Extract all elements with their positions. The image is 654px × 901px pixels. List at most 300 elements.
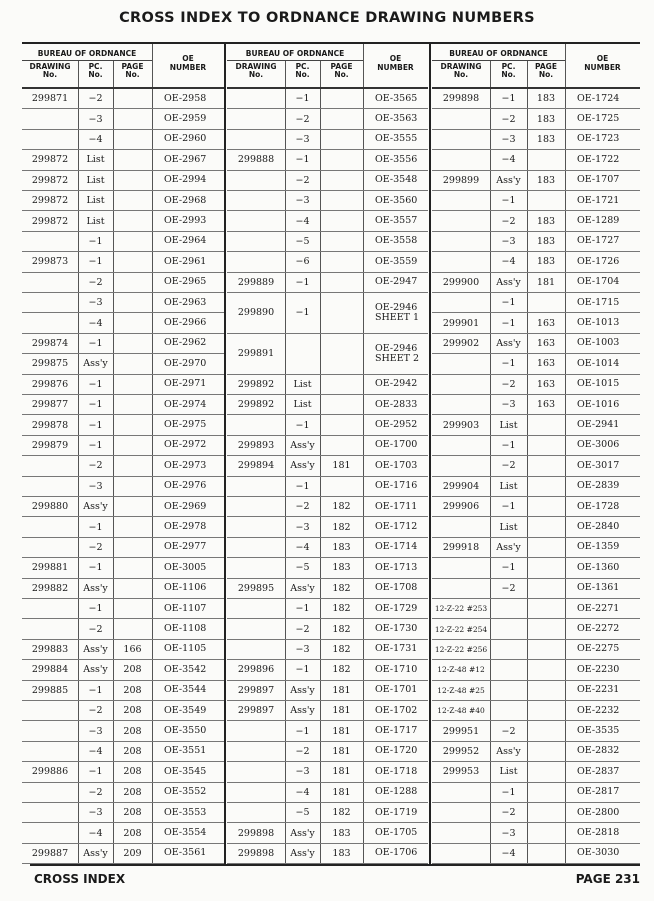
page-number-cell: 183 <box>536 133 556 145</box>
section-divider <box>224 44 226 864</box>
drawing-no-header <box>22 63 78 79</box>
piece-number-cell: −3 <box>501 827 516 839</box>
table-row <box>22 803 224 823</box>
drawing-number-cell: 299895 <box>237 582 275 594</box>
oe-number-text <box>577 196 619 206</box>
page-number-cell <box>527 742 565 761</box>
drawing-number-cell: 299906 <box>442 501 480 513</box>
piece-number-cell: −1 <box>501 93 516 105</box>
table-row <box>22 742 224 762</box>
piece-number-cell: −2 <box>295 501 310 513</box>
drawing-number-cell: 299886 <box>31 766 69 778</box>
drawing-number-cell <box>227 538 285 557</box>
table-row <box>22 783 224 803</box>
oe-number-cell <box>363 640 428 659</box>
page-number-cell: 208 <box>123 664 142 676</box>
drawing-number-cell <box>432 232 490 251</box>
oe-number-value: OE-3556 <box>375 153 418 165</box>
piece-number-cell: List <box>293 399 312 411</box>
piece-number-cell: List <box>86 174 105 186</box>
oe-number-value: OE-1725 <box>577 113 620 125</box>
page-number-cell <box>527 721 565 740</box>
table-row <box>432 293 640 313</box>
piece-number-cell: Ass'y <box>290 460 315 472</box>
oe-number-value: OE-3558 <box>375 235 418 247</box>
oe-number-text <box>164 624 206 634</box>
oe-number-cell <box>363 130 428 149</box>
table-row <box>227 742 428 762</box>
oe-number-cell <box>363 191 428 210</box>
table-row <box>227 171 428 191</box>
piece-number-cell: −2 <box>295 113 310 125</box>
oe-number-cell <box>565 783 640 802</box>
oe-number-text <box>164 236 206 246</box>
pc-no-header-line2: No. <box>88 70 103 79</box>
page-number-cell: 163 <box>536 399 556 411</box>
oe-number-cell <box>565 538 640 557</box>
page-number-cell <box>320 293 363 333</box>
oe-number-text <box>164 522 206 532</box>
drawing-no-header-line2: No. <box>453 70 469 79</box>
table-row <box>432 395 640 415</box>
table-row <box>432 681 640 701</box>
piece-number-cell: −1 <box>295 307 310 319</box>
oe-number-cell <box>565 640 640 659</box>
page-number-cell: 183 <box>536 113 556 125</box>
piece-number-cell: −2 <box>88 705 103 717</box>
drawing-number-cell <box>227 497 285 516</box>
oe-number-text <box>577 318 619 328</box>
oe-number-text <box>164 644 206 654</box>
oe-number-text <box>164 706 206 716</box>
oe-number-value: OE-2959 <box>164 113 207 125</box>
page-number-cell <box>113 109 152 128</box>
oe-number-text <box>164 257 206 267</box>
oe-number-value: OE-3548 <box>375 174 418 186</box>
drawing-no-header <box>227 63 285 79</box>
table-row <box>22 599 224 619</box>
oe-number-text <box>375 665 417 675</box>
table-row <box>227 415 428 435</box>
section-divider <box>429 44 431 864</box>
drawing-number-cell <box>22 477 78 496</box>
table-row <box>227 395 428 415</box>
piece-number-cell: −1 <box>88 399 103 411</box>
oe-number-value: OE-1706 <box>375 847 418 859</box>
page-number-cell: 181 <box>332 705 351 717</box>
oe-number-cell <box>152 497 224 516</box>
oe-number-value: OE-1360 <box>577 561 620 573</box>
table-row <box>227 660 428 680</box>
drawing-number-cell <box>227 477 285 496</box>
oe-number-cell <box>152 803 224 822</box>
oe-number-value: OE-2971 <box>164 378 207 390</box>
table-row <box>432 252 640 272</box>
page-number-cell: 183 <box>332 847 351 859</box>
piece-number-cell: −1 <box>88 439 103 451</box>
oe-number-cell <box>565 171 640 190</box>
piece-number-cell: Ass'y <box>83 358 108 370</box>
oe-number-cell <box>363 558 428 577</box>
oe-number-value: OE-1016 <box>577 398 620 410</box>
oe-number-cell <box>363 783 428 802</box>
oe-number-cell <box>363 252 428 271</box>
page-number-cell <box>527 762 565 781</box>
piece-number-cell: Ass'y <box>496 174 521 186</box>
piece-number-cell: Ass'y <box>83 664 108 676</box>
drawing-number-cell <box>227 803 285 822</box>
oe-sheet-label: SHEET 2 <box>375 352 420 364</box>
piece-number-cell: −2 <box>88 786 103 798</box>
table-row <box>432 640 640 660</box>
table-row <box>227 477 428 497</box>
oe-number-value: OE-1713 <box>375 561 418 573</box>
oe-number-value: OE-1710 <box>375 663 418 675</box>
table-row <box>227 783 428 803</box>
index-section-1 <box>22 44 224 864</box>
drawing-number-cell: 299899 <box>442 174 480 186</box>
oe-number-value: OE-2972 <box>164 439 207 451</box>
oe-number-text <box>577 94 619 104</box>
oe-number-value: OE-1726 <box>577 255 620 267</box>
oe-number-text <box>375 440 417 450</box>
table-row <box>432 191 640 211</box>
oe-number-value: OE-1708 <box>375 582 418 594</box>
oe-number-value: OE-2960 <box>164 133 207 145</box>
oe-number-text <box>164 787 206 797</box>
oe-number-cell <box>565 293 640 312</box>
page-number-cell <box>527 538 565 557</box>
oe-number-cell <box>565 721 640 740</box>
oe-number-text <box>577 522 619 532</box>
drawing-number-cell: 299918 <box>442 541 480 553</box>
oe-number-text <box>577 400 619 410</box>
drawing-number-cell <box>22 742 78 761</box>
oe-number-text <box>577 848 619 858</box>
oe-number-value: OE-1361 <box>577 582 620 594</box>
page-number-cell: 208 <box>123 827 142 839</box>
oe-number-text <box>164 665 206 675</box>
footer-section-label: CROSS INDEX <box>34 872 126 886</box>
oe-number-text <box>375 706 417 716</box>
page-number-cell <box>113 171 152 190</box>
page-number-cell <box>527 823 565 842</box>
oe-number-cell <box>565 558 640 577</box>
piece-number-cell: List <box>499 419 518 431</box>
page-number-cell: 181 <box>332 460 351 472</box>
oe-number-text <box>577 379 619 389</box>
page-number-cell <box>527 579 565 598</box>
page-number-cell: 182 <box>332 807 351 819</box>
oe-number-value: OE-2272 <box>577 623 620 635</box>
piece-number-cell: −2 <box>501 460 516 472</box>
drawing-number-cell: 299880 <box>31 501 69 513</box>
table-row <box>227 599 428 619</box>
piece-number-cell: −1 <box>88 337 103 349</box>
oe-number-value: OE-1106 <box>164 582 207 594</box>
page-number-cell <box>320 150 363 169</box>
piece-number-cell: −2 <box>88 276 103 288</box>
oe-number-text <box>375 502 417 512</box>
table-row <box>22 701 224 721</box>
table-row <box>432 232 640 252</box>
oe-number-cell <box>152 415 224 434</box>
page-number-cell: 183 <box>332 827 351 839</box>
page-number-cell <box>320 395 363 414</box>
oe-number-cell <box>565 232 640 251</box>
oe-number-cell <box>152 456 224 475</box>
oe-number-text <box>375 236 417 246</box>
drawing-number-cell: 12-Z-48 #25 <box>437 685 485 695</box>
drawing-number-cell: 299875 <box>31 358 69 370</box>
oe-number-text <box>577 298 619 308</box>
page-number-cell <box>113 456 152 475</box>
piece-number-cell: −3 <box>295 766 310 778</box>
piece-number-cell: −2 <box>501 807 516 819</box>
oe-number-text <box>164 746 206 756</box>
drawing-number-cell <box>22 823 78 842</box>
page-number-cell: 181 <box>332 745 351 757</box>
oe-number-text <box>164 379 206 389</box>
table-row <box>227 640 428 660</box>
page-number-cell <box>113 375 152 394</box>
oe-number-value: OE-1719 <box>375 806 418 818</box>
oe-number-text <box>375 604 417 614</box>
drawing-number-cell <box>432 517 490 536</box>
piece-number-cell: Ass'y <box>496 337 521 349</box>
table-row <box>432 313 640 333</box>
page-number-cell: 182 <box>332 623 351 635</box>
oe-number-value: OE-2800 <box>577 806 620 818</box>
oe-number-cell <box>152 844 224 863</box>
oe-number-value: OE-1720 <box>375 745 418 757</box>
drawing-number-cell: 12-Z-48 #40 <box>437 706 485 716</box>
oe-number-value: OE-2964 <box>164 235 207 247</box>
page-number-cell <box>320 171 363 190</box>
oe-number-value: OE-3550 <box>164 725 207 737</box>
table-row <box>22 762 224 782</box>
table-row <box>227 762 428 782</box>
page-number-cell <box>113 252 152 271</box>
oe-number-cell <box>565 334 640 353</box>
oe-number-value: OE-3552 <box>164 786 207 798</box>
oe-number-text <box>164 604 206 614</box>
oe-number-cell <box>565 313 640 332</box>
oe-number-value: OE-1705 <box>375 827 418 839</box>
piece-number-cell: −2 <box>88 623 103 635</box>
drawing-number-cell <box>432 252 490 271</box>
oe-number-text <box>375 216 417 226</box>
bureau-of-ordnance-header: BUREAU OF ORDNANCE <box>22 48 152 61</box>
oe-number-value: OE-2967 <box>164 153 207 165</box>
oe-number-text <box>164 440 206 450</box>
oe-number-value: OE-3535 <box>577 725 620 737</box>
drawing-number-cell: 299896 <box>237 664 275 676</box>
table-row <box>227 517 428 537</box>
page-number-cell <box>113 293 152 312</box>
oe-number-value: OE-3555 <box>375 133 418 145</box>
oe-number-cell <box>152 252 224 271</box>
piece-number-cell: Ass'y <box>290 827 315 839</box>
oe-number-text <box>577 624 619 634</box>
oe-number-cell <box>152 783 224 802</box>
page-number-cell <box>113 436 152 455</box>
oe-number-text <box>577 338 619 348</box>
oe-number-value: OE-1108 <box>164 623 207 635</box>
oe-number-cell <box>152 640 224 659</box>
oe-number-header-line2: NUMBER <box>377 62 414 72</box>
oe-number-text <box>164 134 206 144</box>
pc-no-header <box>490 63 527 79</box>
oe-number-cell <box>565 823 640 842</box>
page-number-cell <box>527 701 565 720</box>
oe-number-text <box>164 563 206 573</box>
table-row <box>227 803 428 823</box>
oe-number-value: OE-2993 <box>164 215 207 227</box>
oe-number-text <box>577 706 619 716</box>
oe-number-value: OE-2818 <box>577 827 620 839</box>
oe-number-cell <box>565 456 640 475</box>
oe-number-value: OE-2973 <box>164 459 207 471</box>
drawing-number-cell: 299952 <box>442 745 480 757</box>
column-header-group <box>227 44 428 87</box>
table-row <box>227 497 428 517</box>
oe-number-text <box>375 257 417 267</box>
piece-number-cell: −4 <box>88 317 103 329</box>
piece-number-cell: −2 <box>88 541 103 553</box>
table-row <box>432 415 640 435</box>
oe-number-text <box>577 359 619 369</box>
oe-number-text <box>577 644 619 654</box>
drawing-number-cell: 299953 <box>442 766 480 778</box>
drawing-number-cell: 299951 <box>442 725 480 737</box>
oe-number-value: OE-1722 <box>577 153 620 165</box>
oe-number-value: OE-1712 <box>375 521 418 533</box>
oe-number-text <box>577 216 619 226</box>
table-row <box>22 721 224 741</box>
oe-number-value: OE-1015 <box>577 378 620 390</box>
table-row <box>227 273 428 293</box>
table-row <box>227 109 428 129</box>
drawing-number-cell: 299876 <box>31 378 69 390</box>
oe-number-cell <box>152 375 224 394</box>
piece-number-cell: −3 <box>88 480 103 492</box>
piece-number-cell: Ass'y <box>83 847 108 859</box>
pc-no-header-line1: PC. <box>295 62 310 71</box>
drawing-number-cell: 299890 <box>237 307 275 319</box>
drawing-number-cell: 299898 <box>237 827 275 839</box>
table-row <box>432 660 640 680</box>
oe-number-header <box>152 55 224 72</box>
index-section-2 <box>227 44 428 864</box>
piece-number-cell: −3 <box>88 113 103 125</box>
piece-number-cell: −1 <box>295 664 310 676</box>
oe-number-text <box>375 808 417 818</box>
page-title: CROSS INDEX TO ORDNANCE DRAWING NUMBERS <box>119 10 535 26</box>
oe-number-cell <box>363 681 428 700</box>
oe-number-value: OE-1717 <box>375 725 418 737</box>
table-row <box>22 579 224 599</box>
drawing-number-cell: 299888 <box>237 154 275 166</box>
oe-number-value: OE-1704 <box>577 276 620 288</box>
table-row <box>432 558 640 578</box>
drawing-number-cell <box>432 844 490 863</box>
oe-number-value: OE-1714 <box>375 541 418 553</box>
column-header-group <box>22 44 224 87</box>
drawing-number-cell <box>432 579 490 598</box>
page-number-cell: 181 <box>536 276 556 288</box>
piece-number-cell: −1 <box>88 603 103 615</box>
oe-number-text <box>375 583 417 593</box>
drawing-number-cell <box>227 130 285 149</box>
drawing-number-cell: 299873 <box>31 256 69 268</box>
piece-number-cell: −4 <box>295 541 310 553</box>
page-number-cell: 182 <box>332 521 351 533</box>
table-row <box>432 579 640 599</box>
oe-number-cell <box>152 762 224 781</box>
oe-number-value: OE-1721 <box>577 194 620 206</box>
table-row <box>22 313 224 333</box>
oe-number-cell <box>152 109 224 128</box>
oe-number-value: OE-2963 <box>164 296 207 308</box>
drawing-number-cell <box>22 599 78 618</box>
drawing-number-cell <box>22 293 78 312</box>
piece-number-cell <box>490 640 527 659</box>
oe-number-text <box>577 236 619 246</box>
oe-number-text <box>164 828 206 838</box>
piece-number-cell: −3 <box>295 521 310 533</box>
oe-number-cell <box>363 579 428 598</box>
oe-number-cell <box>152 599 224 618</box>
oe-number-cell <box>565 211 640 230</box>
oe-number-value: OE-2271 <box>577 602 620 614</box>
oe-number-text <box>375 624 417 634</box>
oe-number-header-line1: OE <box>596 54 609 63</box>
page-number-cell <box>527 497 565 516</box>
oe-number-value: OE-1700 <box>375 439 418 451</box>
drawing-number-cell: 299884 <box>31 664 69 676</box>
oe-sheet-label: SHEET 1 <box>375 311 420 323</box>
drawing-number-cell: 299892 <box>237 399 275 411</box>
oe-number-cell <box>152 395 224 414</box>
oe-number-cell <box>565 395 640 414</box>
page-no-header-line2: No. <box>334 70 349 79</box>
table-row <box>22 354 224 374</box>
drawing-number-cell <box>227 517 285 536</box>
page-number-cell: 208 <box>123 745 142 757</box>
table-row <box>432 497 640 517</box>
oe-number-value: OE-2232 <box>577 704 620 716</box>
piece-number-cell: −3 <box>295 195 310 207</box>
drawing-number-cell <box>227 415 285 434</box>
oe-number-text <box>375 196 417 206</box>
drawing-number-cell: 299903 <box>442 419 480 431</box>
page-no-header-line1: PAGE <box>535 62 557 71</box>
oe-number-cell <box>363 232 428 251</box>
oe-number-value: OE-1727 <box>577 235 620 247</box>
oe-number-text <box>375 563 417 573</box>
piece-number-cell <box>490 681 527 700</box>
drawing-no-header-line1: DRAWING <box>440 62 482 71</box>
piece-number-cell: Ass'y <box>290 439 315 451</box>
drawing-number-cell <box>432 150 490 169</box>
piece-number-cell: −1 <box>295 725 310 737</box>
oe-number-value: OE-3542 <box>164 663 207 675</box>
table-row <box>227 150 428 170</box>
table-row <box>432 211 640 231</box>
page-no-header <box>527 63 565 79</box>
oe-number-cell <box>363 823 428 842</box>
